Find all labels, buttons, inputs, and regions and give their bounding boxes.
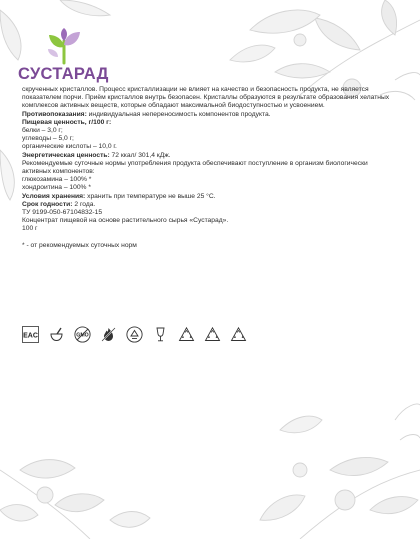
intro-line-1: скрученных кристаллов. Процесс кристаллизации не влияет на качество и безопасность продукта, не является (22, 86, 369, 93)
recycle-triangle-icon (230, 326, 247, 343)
intro-line-2: показателем порчи. Приём кристаллов внутрь безопасен. Кристаллы образуются в результате образования хелатных (22, 94, 390, 102)
energy-text: 72 ккал/ 301,4 кДж. (109, 151, 171, 159)
contraindications (22, 111, 394, 119)
energy-value (22, 152, 394, 160)
svg-text:GMO: GMO (76, 332, 89, 338)
recycle-triangle-icon (178, 326, 195, 343)
storage-conditions (22, 193, 394, 201)
nutrition-item: белки – 3,0 г; (22, 127, 63, 135)
brand-logo (18, 27, 108, 93)
footnote: * - от рекомендуемых суточных норм (22, 241, 137, 249)
shelf-life-label: Срок годности: (22, 200, 73, 208)
certification-marks (22, 323, 247, 345)
eac-mark-icon (22, 326, 39, 343)
svg-text:EAC: EAC (23, 332, 38, 339)
recycle-triangle-icon (204, 326, 221, 343)
storage-label: Условия хранения: (22, 192, 86, 200)
nutrition-item: углеводы – 5,0 г; (22, 135, 74, 143)
net-weight: 100 г (22, 225, 38, 233)
shelf-life-text: 2 года. (72, 200, 96, 208)
storage-text: хранить при температуре не выше 25 °С. (85, 192, 216, 200)
intro-line-3: комплексов активных веществ, которые обладают максимальной биодоступностью и усвоением. (22, 102, 325, 110)
nutrition-item: органические кислоты – 10,0 г. (22, 143, 117, 151)
contraindications-text: индивидуальная непереносимость компонентов продукта. (86, 110, 271, 118)
gmo-free-icon (74, 326, 91, 343)
energy-label: Энергетическая ценность: (22, 151, 110, 159)
fragile-glass-icon (152, 326, 169, 343)
recommendation-line-1: Рекомендуемые суточные нормы употребления продукта обеспечивают поступление в организм биологически (22, 159, 368, 167)
contraindications-label: Противопоказания: (22, 110, 87, 118)
no-flame-icon (100, 326, 117, 343)
mortar-pestle-icon (48, 326, 65, 343)
brand-logo-mark (44, 27, 84, 65)
active-component: хондроитина – 100% * (22, 184, 91, 192)
product-description (22, 86, 394, 250)
nutrition-heading: Пищевая ценность, г/100 г: (22, 118, 112, 126)
tu-code: ТУ 9199-050-67104832-15 (22, 209, 103, 217)
concentrate-description: Концентрат пищевой на основе растительного сырья «Сустарад». (22, 217, 229, 225)
recycle-icon (126, 326, 143, 343)
brand-name: СУСТАРАД (18, 65, 109, 83)
recommendation-line-2: активных компонентов: (22, 168, 95, 176)
active-component: глюкозамина – 100% * (22, 176, 92, 184)
shelf-life (22, 201, 394, 209)
